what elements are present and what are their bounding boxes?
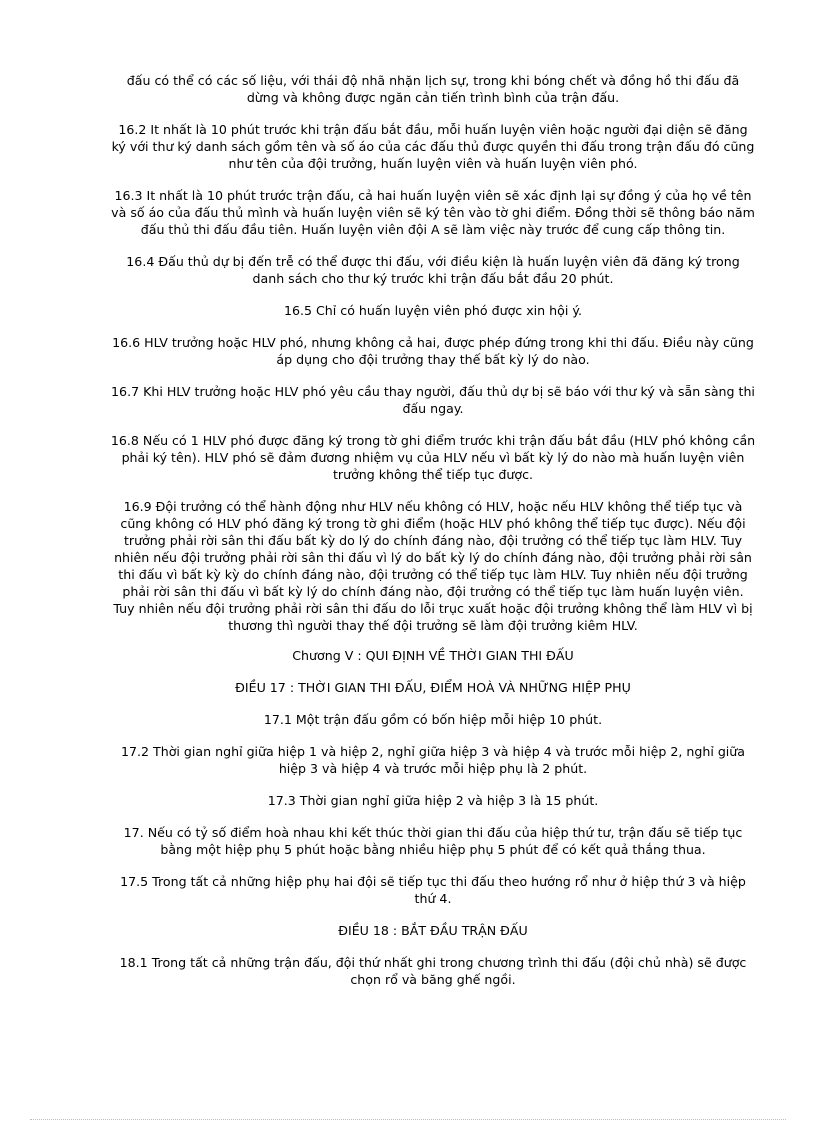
chapter-heading: Chương V : QUI ĐỊNH VỀ THỜI GIAN THI ĐẤU — [292, 648, 574, 663]
paragraph-17-2: 17.2 Thời gian nghỉ giữa hiệp 1 và hiệp 2, nghỉ giữa hiệp 3 và hiệp 4 và trước mỗi hiệp 2, nghỉ giữa hiệp 3 và hiệp 4 và trước mỗi hiệp phụ là 2 phút. — [120, 744, 746, 776]
paragraph-16-4: 16.4 Đấu thủ dự bị đến trễ có thể được thi đấu, với điều kiện là huấn luyện viên đã đăng ký trong danh sách cho thư ký trước khi trận đấu bắt đầu 20 phút. — [126, 254, 740, 286]
paragraph-16-3: 16.3 It nhất là 10 phút trước trận đấu, cả hai huấn luyện viên sẽ xác định lại sự đồng ý của họ về tên và số áo của đấu thủ mình và huấn luyện viên sẽ ký tên vào tờ ghi điểm. Đồng thời sẽ thông báo năm đấu thủ thi đấu đầu tiên. Huấn luyện viên đội A sẽ làm việc này trước để cung cấp thông tin. — [111, 188, 755, 237]
paragraph-16-9: 16.9 Đội trưởng có thể hành động như HLV nếu không có HLV, hoặc nếu HLV không thể tiếp tục và cũng không có HLV phó đăng ký trong tờ ghi điểm (hoặc HLV phó không thể tiếp tục được). Nếu đội trưởng phải rời sân thi đấu bất kỳ do lý do chính đáng nào, đội trưởng có thể tiếp tục làm HLV. Tuy nhiên nếu đội trưởng phải rời sân thi đấu vì lý do bất kỳ lý do chính đáng nào, đội trưởng phải rời sân thi đấu vì bất kỳ kỳ do chính đáng nào, đội trưởng có thể tiếp tục làm HLV. Tuy nhiên nếu đội trưởng phải rời sân thi đấu vì bất kỳ lý do chính đáng nào, đội trưởng có thể tiếp tục làm huấn luyện viên. Tuy nhiên nếu đội trưởng phải rời sân thi đấu do lỗi trục xuất hoặc đội trưởng không thể làm HLV vì bị thương thì người thay thế đội trưởng sẽ làm đội trưởng kiêm HLV. — [113, 499, 753, 633]
paragraph-17-5: 17.5 Trong tất cả những hiệp phụ hai đội sẽ tiếp tục thi đấu theo hướng rổ như ở hiệp thứ 3 và hiệp thứ 4. — [120, 874, 746, 906]
paragraph-16-7: 16.7 Khi HLV trưởng hoặc HLV phó yêu cầu thay người, đấu thủ dự bị sẽ báo với thư ký và sẵn sàng thi đấu ngay. — [111, 384, 755, 416]
article-17-heading: ĐIỀU 17 : THỜI GIAN THI ĐẤU, ĐIỂM HOÀ VÀ NHỮNG HIỆP PHỤ — [235, 680, 631, 695]
document-body — [110, 72, 756, 1003]
paragraph-16-8: 16.8 Nếu có 1 HLV phó được đăng ký trong tờ ghi điểm trước khi trận đấu bắt đầu (HLV phó không cần phải ký tên). HLV phó sẽ đảm đương nhiệm vụ của HLV nếu vì bất kỳ lý do nào mà huấn luyện viên trưởng không thể tiếp tục được. — [110, 433, 756, 482]
paragraph-18-1: 18.1 Trong tất cả những trận đấu, đội thứ nhất ghi trong chương trình thi đấu (đội chủ nhà) sẽ được chọn rổ và băng ghế ngồi. — [119, 955, 747, 987]
paragraph-17-1: 17.1 Một trận đấu gồm có bốn hiệp mỗi hiệp 10 phút. — [263, 712, 603, 727]
paragraph-16-6: 16.6 HLV trưởng hoặc HLV phó, nhưng không cả hai, được phép đứng trong khi thi đấu. Điều này cũng áp dụng cho đội trưởng thay thế bất kỳ lý do nào. — [112, 335, 754, 367]
paragraph-intro: đấu có thể có các số liệu, với thái độ nhã nhặn lịch sự, trong khi bóng chết và đồng hồ thi đấu đã dừng và không được ngăn cản tiến trình bình của trận đấu. — [126, 73, 740, 105]
paragraph-16-5: 16.5 Chỉ có huấn luyện viên phó được xin hội ý. — [283, 303, 583, 318]
paragraph-16-2: 16.2 It nhất là 10 phút trước khi trận đấu bắt đầu, mỗi huấn luyện viên hoặc người đại diện sẽ đăng ký với thư ký danh sách gồm tên và số áo của các đấu thủ được quyền thi đấu trong trận đấu đó cũng như tên của đội trưởng, huấn luyện viên và huấn luyện viên phó. — [111, 122, 755, 171]
article-18-heading: ĐIỀU 18 : BẮT ĐẦU TRẬN ĐẤU — [338, 923, 528, 938]
page-bottom-divider — [30, 1119, 786, 1120]
paragraph-17-4: 17. Nếu có tỷ số điểm hoà nhau khi kết thúc thời gian thi đấu của hiệp thứ tư, trận đấu sẽ tiếp tục bằng một hiệp phụ 5 phút hoặc bằng nhiều hiệp phụ 5 phút để có kết quả thắng thua. — [123, 825, 743, 857]
paragraph-17-3: 17.3 Thời gian nghỉ giữa hiệp 2 và hiệp 3 là 15 phút. — [267, 793, 599, 808]
